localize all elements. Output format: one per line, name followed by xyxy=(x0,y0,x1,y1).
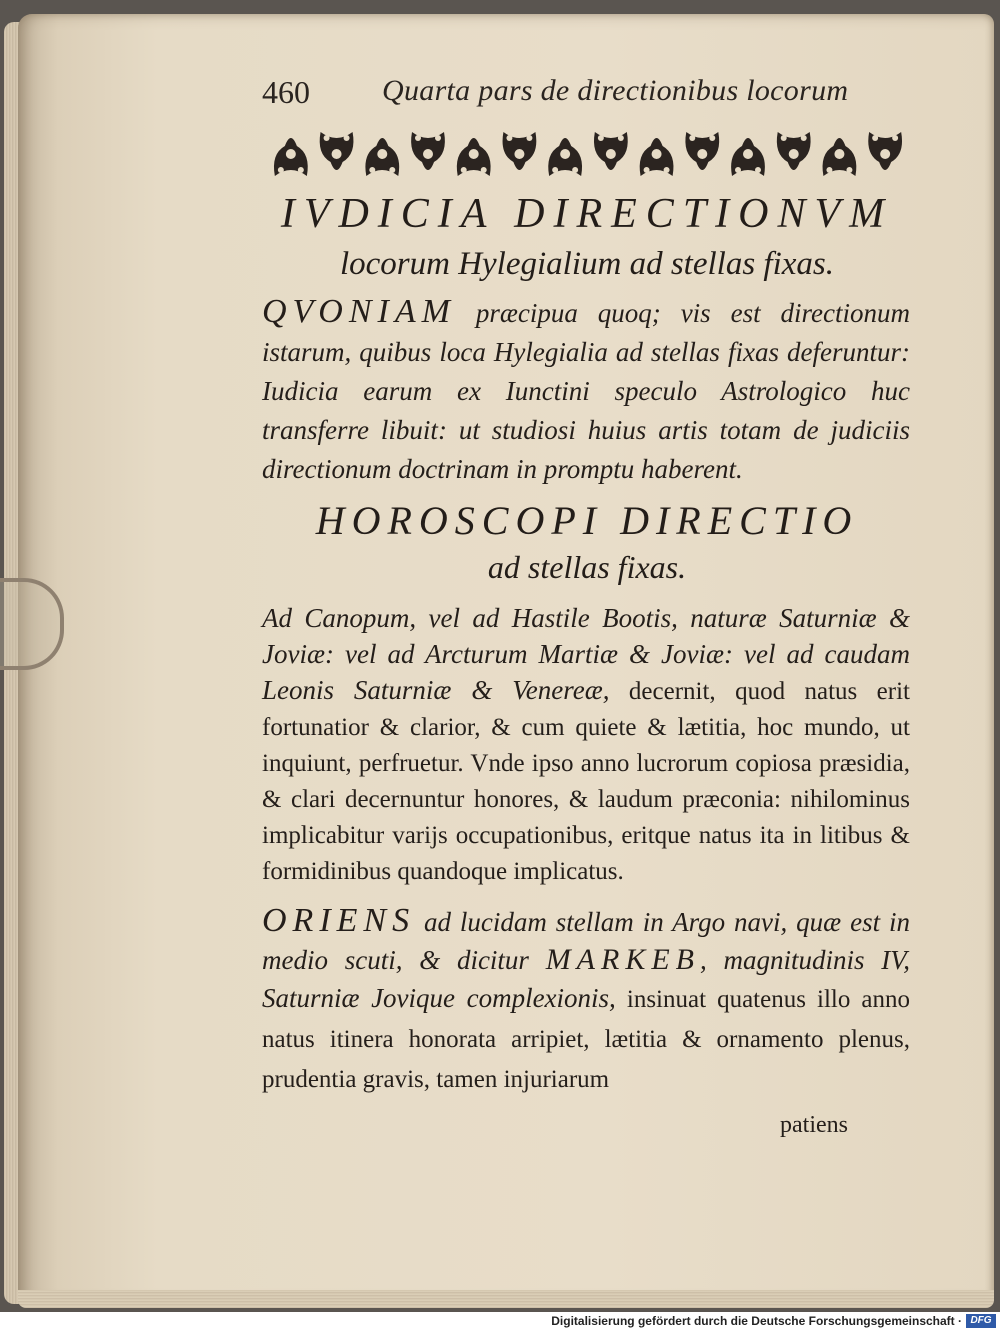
footer-credit: Digitalisierung gefördert durch die Deutsche Forschungsgemeinschaft · xyxy=(551,1314,962,1328)
fleuron-ornament xyxy=(640,138,674,176)
section-title-sub: ad stellas fixas. xyxy=(487,549,687,585)
paragraph1-italic: Ad Canopum, vel ad Hastile Bootis, naturæ Saturniæ & Joviæ: vel ad Arcturum Martiæ & Joviæ: vel ad caudam Leonis Saturniæ & Venereæ, xyxy=(262,603,910,705)
decorative-ornament-band xyxy=(268,124,908,184)
paragraph2-roman: insinuat quatenus illo anno natus itinera honorata arripiet, lætitia & ornamento plenus, prudentia gravis, tamen injuriarum xyxy=(262,986,911,1093)
paragraph1-roman: decernit, quod natus erit fortunatior & clarior, & cum quiete & lætitia, hoc mundo, ut inquiunt, perfruetur. Vnde ipso anno lucrorum copiosa præsidia, & clari decernuntur honores, & laudum præconia: nihilominus implicabitur varijs occupationibus, eritque natus ita in litibus & formidinibus quandoque implicatus. xyxy=(262,678,911,885)
fleuron-ornament xyxy=(823,138,857,176)
chapter-title-sub: locorum Hylegialium ad stellas fixas. xyxy=(339,246,835,282)
page-header xyxy=(262,72,912,112)
chapter-title xyxy=(262,188,912,286)
fleuron-ornament xyxy=(457,138,491,176)
section-title xyxy=(262,496,912,588)
fleuron-ornament xyxy=(411,132,445,170)
fleuron-ornament xyxy=(685,132,719,170)
paragraph-horoscope xyxy=(262,600,910,888)
intro-lead-word: QVONIAM xyxy=(262,293,456,330)
paragraph-oriens xyxy=(262,902,910,1099)
catchword: patiens xyxy=(780,1112,848,1138)
running-head: Quarta pars de directionibus locorum xyxy=(382,74,849,107)
section-title-main: HOROSCOPI DIRECTIO xyxy=(315,498,859,543)
dfg-logo: DFG xyxy=(966,1314,996,1328)
intro-text: præcipua quoq; vis est directionum istarum, quibus loca Hylegialia ad stellas fixas deferuntur: Iudicia earum ex Iunctini speculo Astrologico huc transferre libuit: ut studiosi huius artis totam de judiciis directionum doctrinam in promptu haberent. xyxy=(262,298,910,484)
fleuron-ornament xyxy=(365,138,399,176)
bottom-page-edges xyxy=(18,1290,994,1308)
chapter-title-main: IVDICIA DIRECTIONVM xyxy=(280,191,894,237)
fleuron-ornament xyxy=(320,132,354,170)
page-number: 460 xyxy=(262,74,310,110)
fleuron-ornament xyxy=(594,132,628,170)
paragraph2-lead-word: ORIENS xyxy=(262,902,416,939)
fleuron-ornament xyxy=(731,138,765,176)
fleuron-ornament xyxy=(548,138,582,176)
fleuron-ornament xyxy=(777,132,811,170)
paragraph2-star-name: MARKEB xyxy=(545,943,700,976)
fleuron-ornament xyxy=(503,132,537,170)
fleuron-ornament xyxy=(868,132,902,170)
fleuron-ornament xyxy=(274,138,308,176)
paragraph2-italic: ad lucidam stellam in Argo navi, quæ est in medio scuti, & dicitur xyxy=(262,907,910,975)
paragraph2-italic-2: , magnitudinis IV, Saturniæ Jovique complexionis, xyxy=(262,945,910,1013)
intro-paragraph xyxy=(262,292,910,489)
